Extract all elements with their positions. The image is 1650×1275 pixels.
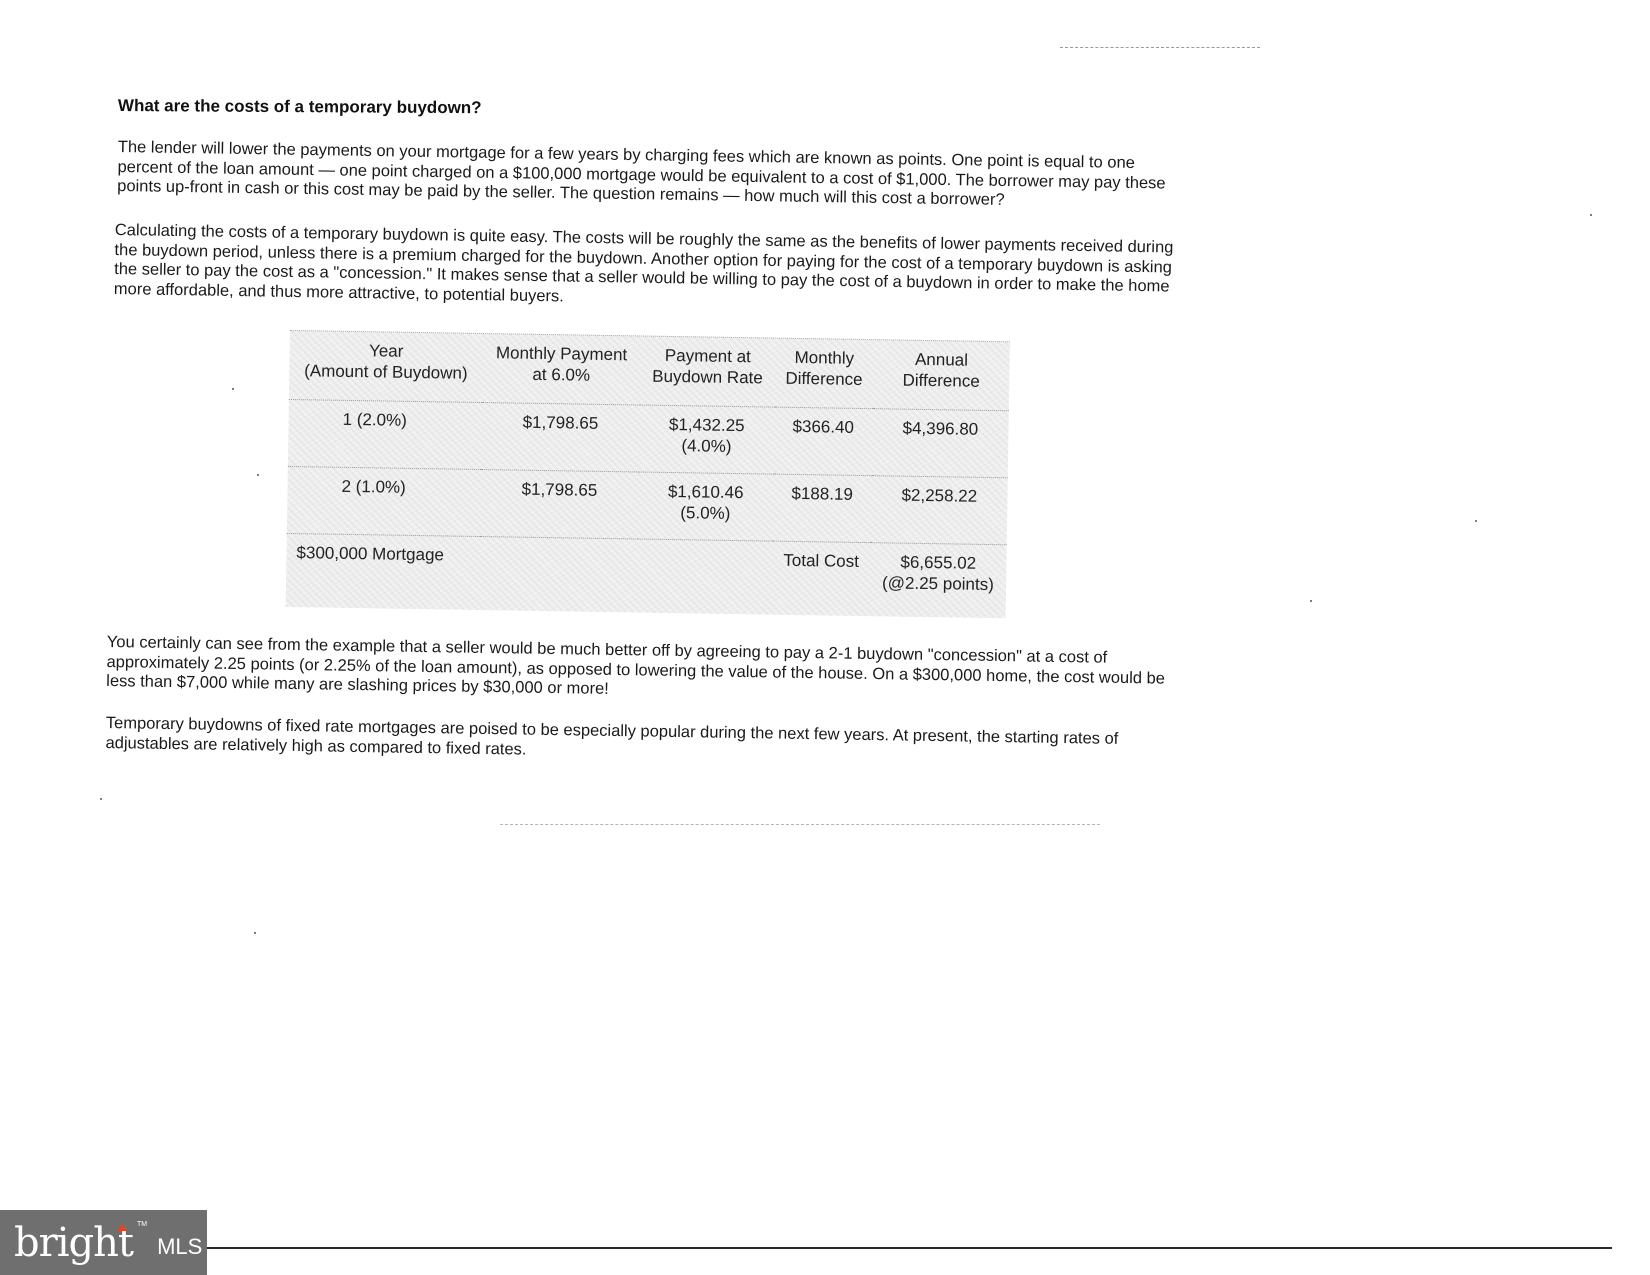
scan-speck xyxy=(1590,214,1592,216)
logo-mls-text: MLS xyxy=(157,1233,203,1259)
scan-speck xyxy=(257,474,259,476)
cell-mortgage-amount: $300,000 Mortgage xyxy=(296,543,445,565)
cell-year: 1 (2.0%) xyxy=(288,399,482,469)
logo-wordmark: bright xyxy=(14,1219,133,1266)
cell-monthly-difference: $188.19 xyxy=(772,474,871,543)
cell-empty xyxy=(636,539,772,608)
cell-year: 2 (1.0%) xyxy=(287,466,481,536)
scan-speck xyxy=(254,932,256,934)
buydown-table-container xyxy=(286,330,1010,618)
paragraph-calculating-costs: Calculating the costs of a temporary buydown is quite easy. The costs will be roughly the same as the benefits of lower payments received during the buydown period, unless there is a premium charged for the buydown. Another option for paying for the cost of a temporary buydown is asking the seller to pay the cost as a "concession." It makes sense that a seller would be willing to pay the cost of a buydown in order to make the home more affordable, and thus more attractive, to potential buyers. xyxy=(113,221,1174,305)
cell-annual-difference: $4,396.80 xyxy=(872,409,1009,478)
header-monthly-payment: Monthly Payment at 6.0% xyxy=(482,334,641,405)
header-monthly-difference: Monthly Difference xyxy=(775,339,874,409)
header-payment-buydown-rate: Payment at Buydown Rate xyxy=(640,337,776,408)
top-rule xyxy=(1060,47,1260,48)
table-row xyxy=(288,399,1009,477)
table-row xyxy=(287,466,1008,544)
header-year: Year (Amount of Buydown) xyxy=(289,331,483,403)
scan-speck xyxy=(1310,600,1312,602)
scan-speck xyxy=(100,798,102,800)
scan-speck xyxy=(1475,520,1477,522)
table-total-row xyxy=(286,533,1007,611)
cell-annual-difference: $2,258.22 xyxy=(871,476,1008,545)
paragraph-fixed-rate-outlook: Temporary buydowns of fixed rate mortgages are poised to be especially popular during the next few years. At present, the starting rates of adjustables are relatively high as compared to fixed rates. xyxy=(105,714,1119,759)
cell-monthly-payment: $1,798.65 xyxy=(481,403,640,472)
cell-total-value: $6,655.02 (@2.25 points) xyxy=(881,552,995,595)
logo-trademark: TM xyxy=(136,1221,148,1228)
scan-artifact-rule xyxy=(500,824,1100,825)
cell-buydown-payment: $1,432.25 (4.0%) xyxy=(639,405,775,474)
cell-total-label: Total Cost xyxy=(783,550,860,571)
cell-monthly-payment: $1,798.65 xyxy=(480,470,639,539)
cell-buydown-payment: $1,610.46 (5.0%) xyxy=(638,472,774,541)
footer-rule xyxy=(207,1247,1612,1249)
section-heading: What are the costs of a temporary buydown? xyxy=(117,96,482,118)
table-header-row xyxy=(289,331,1010,411)
paragraph-points-explanation: The lender will lower the payments on your mortgage for a few years by charging fees which are known as points. One point is equal to one percent of the loan amount — one point charged on a $100,000 mortgage would be equivalent to a cost of $1,000. The borrower may pay these points up-front in cash or this cost may be paid by the seller. The question remains — how much will this cost a borrower? xyxy=(117,138,1166,209)
buydown-table xyxy=(286,331,1010,611)
logo-accent-icon xyxy=(117,1223,127,1231)
header-annual-difference: Annual Difference xyxy=(873,340,1010,411)
cell-monthly-difference: $366.40 xyxy=(773,407,872,476)
scan-speck xyxy=(232,388,234,390)
paragraph-seller-concession: You certainly can see from the example that a seller would be much better off by agreeing to pay a 2-1 buydown "concession" at a cost of approximately 2.25 points (or 2.25% of the loan amount), as opposed to lowering the value of the house. On a $300,000 home, the cost would be less than $7,000 while many are slashing prices by $30,000 or more! xyxy=(106,633,1166,698)
brightmls-logo xyxy=(0,1210,207,1275)
